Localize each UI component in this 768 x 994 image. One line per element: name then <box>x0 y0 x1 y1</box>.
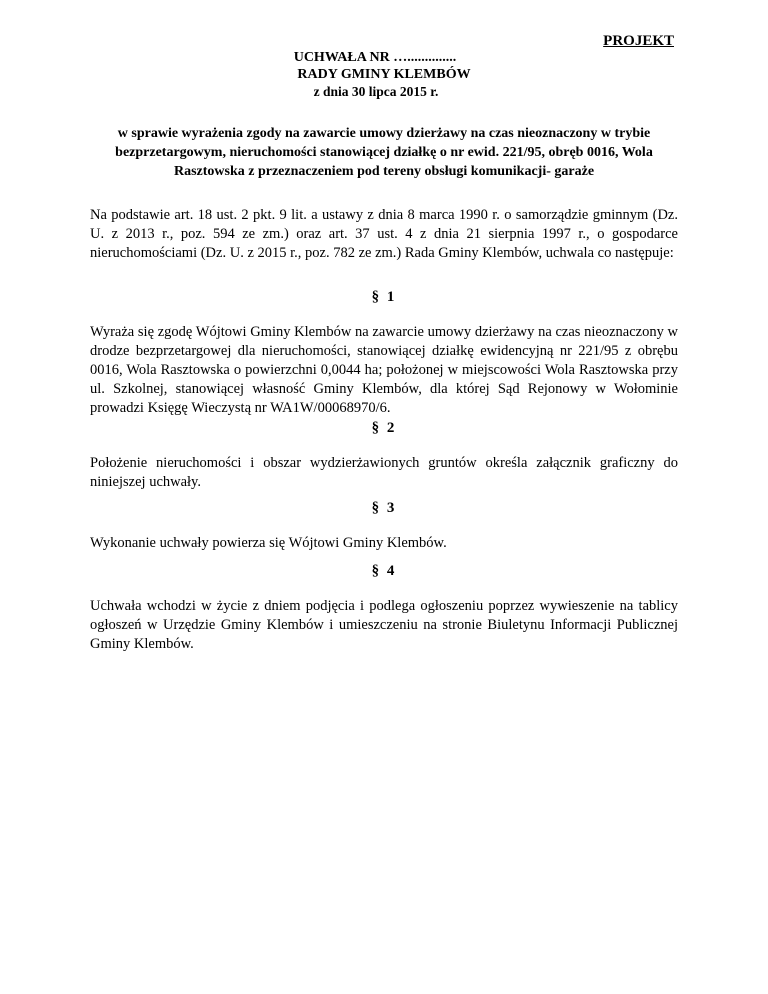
resolution-header <box>0 49 768 100</box>
resolution-number: UCHWAŁA NR ….............. <box>293 50 457 65</box>
section-2-heading: § 2 <box>371 420 397 436</box>
section-3-text: Wykonanie uchwały powierza się Wójtowi Gminy Klembów. <box>90 535 447 551</box>
section-1-heading: § 1 <box>371 289 397 305</box>
section-3-heading: § 3 <box>371 500 397 516</box>
legal-basis-paragraph: Na podstawie art. 18 ust. 2 pkt. 9 lit. a ustawy z dnia 8 marca 1990 r. o samorządzie gminnym (Dz. U. z 2013 r., poz. 594 ze zm.) oraz art. 37 ust. 4 z dnia 21 sierpnia 1997 r., o gospodarce nieruchomościami (Dz. U. z 2015 r., poz. 782 ze zm.) Rada Gminy Klembów, uchwala co następuje: <box>90 207 678 261</box>
resolution-date: z dnia 30 lipca 2015 r. <box>313 84 439 99</box>
section-2-text: Położenie nieruchomości i obszar wydzierżawionych gruntów określa załącznik graficzny do niniejszej uchwały. <box>90 455 678 490</box>
project-status-label: PROJEKT <box>603 33 674 49</box>
resolution-subject: w sprawie wyrażenia zgody na zawarcie umowy dzierżawy na czas nieoznaczony w trybie bezprzetargowym, nieruchomości stanowiącej działkę o nr ewid. 221/95, obręb 0016, Wola Rasztowska z przeznaczeniem pod tereny obsługi komunikacji- garaże <box>115 126 653 179</box>
section-1-text: Wyraża się zgodę Wójtowi Gminy Klembów na zawarcie umowy dzierżawy na czas nieoznaczony w drodze bezprzetargowej dla nieruchomości, stanowiącej działkę ewidencyjną nr 221/95 z obrębu 0016, Wola Rasztowska o powierzchni 0,0044 ha; położonej w miejscowości Wola Rasztowska przy ul. Szkolnej, stanowiącej własność Gminy Klembów, dla której Sąd Rejonowy w Wołominie prowadzi Księgę Wieczystą nr WA1W/00068970/6. <box>90 324 678 416</box>
section-4-text: Uchwała wchodzi w życie z dniem podjęcia i podlega ogłoszeniu poprzez wywieszenie na tablicy ogłoszeń w Urzędzie Gminy Klembów i umieszczeniu na stronie Biuletynu Informacji Publicznej Gminy Klembów. <box>90 598 678 652</box>
council-name: RADY GMINY KLEMBÓW <box>297 67 471 82</box>
section-4-heading: § 4 <box>371 563 397 579</box>
